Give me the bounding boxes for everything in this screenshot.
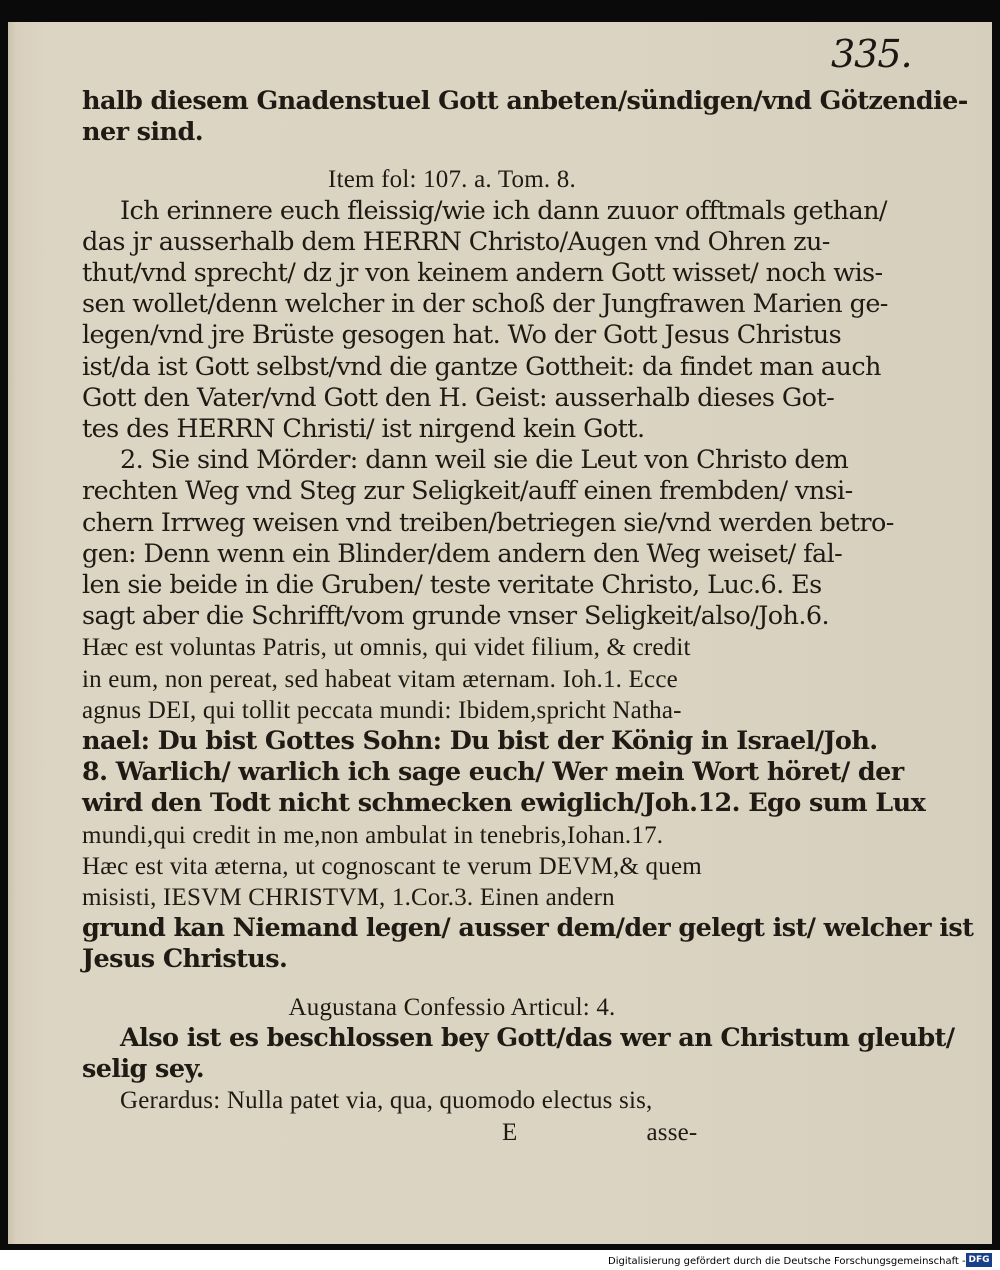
section-heading: Augustana Confessio Articul: 4. (288, 993, 616, 1021)
funding-credit: Digitalisierung gefördert durch die Deutsche Forschungsgemeinschaft - (608, 1256, 966, 1267)
text-line: Ich erinnere euch fleissig/wie ich dann zuuor offtmals gethan/ (120, 195, 887, 226)
text-line: Gerardus: Nulla patet via, qua, quomodo electus sis, (120, 1087, 653, 1115)
text-line: mundi,qui credit in me,non ambulat in tenebris,Iohan.17. (82, 821, 664, 849)
text-line: gen: Denn wenn ein Blinder/dem andern den Weg weiset/ fal- (82, 538, 843, 569)
text-line: Hæc est vita æterna, ut cognoscant te verum DEVM,& quem (82, 852, 702, 880)
text-line: Also ist es beschlossen bey Gott/das wer an Christum gleubt/ (120, 1022, 955, 1053)
text-line: nael: Du bist Gottes Sohn: Du bist der König in Israel/Joh. (82, 726, 878, 757)
text-line: thut/vnd sprecht/ dz jr von keinem andern Gott wisset/ noch wis- (82, 258, 883, 289)
text-line: grund kan Niemand legen/ ausser dem/der gelegt ist/ welcher ist (82, 913, 974, 944)
text-line: E asse- (502, 1118, 698, 1146)
text-line: sagt aber die Schrifft/vom grunde vnser Seligkeit/also/Joh.6. (82, 601, 829, 632)
section-heading: Item fol: 107. a. Tom. 8. (328, 166, 576, 194)
text-line: misisti, IESVM CHRISTVM, 1.Cor.3. Einen andern (82, 884, 615, 912)
text-line: 8. Warlich/ warlich ich sage euch/ Wer mein Wort höret/ der (82, 757, 904, 788)
text-line: ist/da ist Gott selbst/vnd die gantze Gottheit: da findet man auch (82, 351, 881, 382)
book-page (8, 22, 992, 1244)
text-line: 2. Sie sind Mörder: dann weil sie die Leut von Christo dem (120, 445, 849, 476)
text-line: in eum, non pereat, sed habeat vitam æternam. Ioh.1. Ecce (82, 665, 678, 693)
text-line: chern Irrweg weisen vnd treiben/betriegen sie/vnd werden betro- (82, 507, 894, 538)
text-line: rechten Weg vnd Steg zur Seligkeit/auff einen frembden/ vnsi- (82, 476, 853, 507)
text-line: Hæc est voluntas Patris, ut omnis, qui videt filium, & credit (82, 634, 691, 662)
text-line: sen wollet/denn welcher in der schoß der Jungfrawen Marien ge- (82, 289, 888, 320)
text-line: das jr ausserhalb dem HERRN Christo/Augen vnd Ohren zu- (82, 226, 830, 257)
line-gap (82, 148, 822, 164)
text-line: len sie beide in die Gruben/ teste veritate Christo, Luc.6. Es (82, 570, 822, 601)
page-text (82, 86, 974, 1148)
text-line: halb diesem Gnadenstuel Gott anbeten/sündigen/vnd Götzendie- (82, 86, 968, 116)
text-line: tes des HERRN Christi/ ist nirgend kein Gott. (82, 414, 645, 445)
text-line: wird den Todt nicht schmecken ewiglich/Joh.12. Ego sum Lux (82, 788, 926, 819)
page-number: 335. (831, 32, 912, 76)
line-gap (82, 976, 822, 992)
text-line: Jesus Christus. (82, 944, 288, 975)
text-line: agnus DEI, qui tollit peccata mundi: Ibidem,spricht Natha- (82, 696, 682, 724)
text-line: Gott den Vater/vnd Gott den H. Geist: ausserhalb dieses Got- (82, 382, 835, 413)
text-line: ner sind. (82, 117, 203, 148)
dfg-logo-icon: DFG (966, 1253, 992, 1267)
text-line: legen/vnd jre Brüste gesogen hat. Wo der Gott Jesus Christus (82, 320, 842, 351)
text-line: selig sey. (82, 1054, 205, 1085)
